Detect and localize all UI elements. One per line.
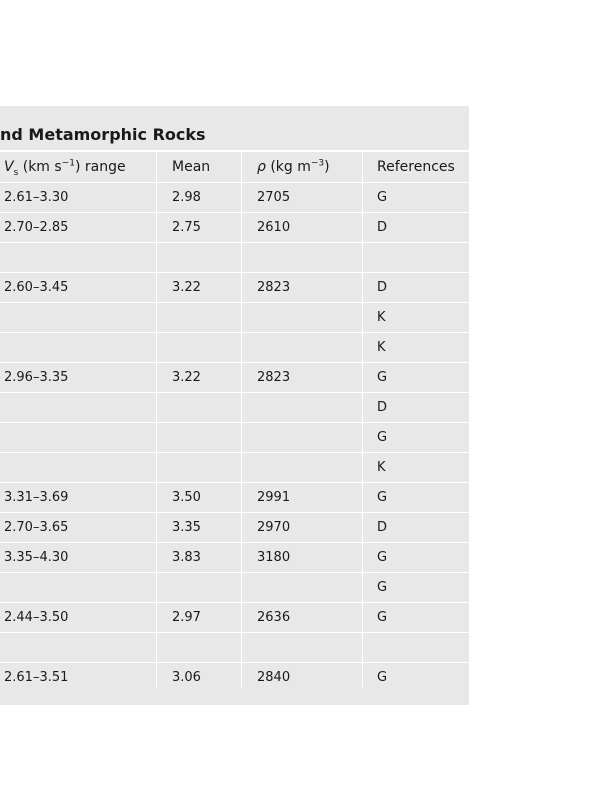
table-row — [0, 332, 469, 362]
cell-density — [241, 303, 362, 332]
cell-vs-range: 2.70–3.65 — [4, 520, 69, 535]
cell-mean: 3.83 — [172, 550, 201, 565]
cell-density — [241, 573, 362, 602]
cell-reference: D — [377, 220, 388, 235]
cell-mean — [156, 633, 241, 662]
cell-mean — [156, 243, 241, 272]
table-title: nd Metamorphic Rocks — [0, 125, 206, 144]
cell-density — [241, 423, 362, 452]
cell-mean: 3.50 — [172, 490, 201, 505]
table-row — [0, 572, 469, 602]
table-row — [0, 662, 469, 692]
cell-vs-range — [0, 333, 156, 362]
cell-vs-range: 3.31–3.69 — [4, 490, 69, 505]
cell-reference: G — [377, 670, 388, 685]
cell-mean — [156, 393, 241, 422]
cell-vs-range: 2.70–2.85 — [4, 220, 69, 235]
cell-mean: 2.75 — [172, 220, 201, 235]
cell-reference: G — [377, 580, 388, 595]
cell-mean — [156, 423, 241, 452]
cell-mean: 3.06 — [172, 670, 201, 685]
cell-reference: K — [377, 340, 386, 355]
cell-mean — [156, 573, 241, 602]
cell-reference: G — [377, 430, 388, 445]
table-body — [0, 183, 469, 692]
cell-density: 3180 — [257, 550, 291, 565]
cell-mean: 3.22 — [172, 370, 201, 385]
rock-properties-table — [0, 106, 469, 705]
table-row — [0, 362, 469, 392]
table-row — [0, 183, 469, 212]
table-row — [0, 212, 469, 242]
cell-vs-range — [0, 453, 156, 482]
cell-vs-range: 2.60–3.45 — [4, 280, 69, 295]
cell-mean — [156, 303, 241, 332]
cell-mean — [156, 333, 241, 362]
cell-density: 2970 — [257, 520, 291, 535]
cell-reference: D — [377, 280, 388, 295]
cell-vs-range — [0, 573, 156, 602]
cell-vs-range: 2.96–3.35 — [4, 370, 69, 385]
cell-reference: D — [377, 400, 388, 415]
header-mean: Mean — [172, 159, 211, 175]
table-row — [0, 422, 469, 452]
table-row — [0, 392, 469, 422]
cell-reference: K — [377, 310, 386, 325]
cell-reference: D — [377, 520, 388, 535]
table-row — [0, 482, 469, 512]
cell-reference — [362, 243, 469, 272]
header-density: ρ (kg $m^{-3}$) — [257, 158, 330, 175]
cell-density: 2823 — [257, 280, 291, 295]
cell-vs-range — [0, 633, 156, 662]
table-row — [0, 242, 469, 272]
header-vs-range: $V_s$ (km $s^{-1}$) range — [4, 158, 126, 178]
cell-density — [241, 333, 362, 362]
cell-mean — [156, 453, 241, 482]
cell-density — [241, 453, 362, 482]
cell-mean: 3.35 — [172, 520, 201, 535]
cell-reference: G — [377, 490, 388, 505]
header-references: References — [377, 159, 455, 175]
cell-reference — [362, 633, 469, 662]
cell-reference: G — [377, 610, 388, 625]
cell-mean: 3.22 — [172, 280, 201, 295]
cell-density — [241, 393, 362, 422]
cell-vs-range: 2.61–3.30 — [4, 190, 69, 205]
cell-density: 2636 — [257, 610, 291, 625]
table-row — [0, 452, 469, 482]
cell-vs-range: 2.44–3.50 — [4, 610, 69, 625]
table-row — [0, 302, 469, 332]
cell-vs-range — [0, 423, 156, 452]
cell-density: 2991 — [257, 490, 291, 505]
cell-vs-range: 2.61–3.51 — [4, 670, 69, 685]
cell-density — [241, 633, 362, 662]
cell-vs-range — [0, 243, 156, 272]
cell-vs-range — [0, 303, 156, 332]
cell-reference: G — [377, 370, 388, 385]
cell-vs-range — [0, 393, 156, 422]
cell-reference: K — [377, 460, 386, 475]
cell-reference: G — [377, 550, 388, 565]
table-row — [0, 512, 469, 542]
cell-mean: 2.98 — [172, 190, 201, 205]
table-row — [0, 602, 469, 632]
cell-density: 2840 — [257, 670, 291, 685]
cell-density — [241, 243, 362, 272]
table-row — [0, 632, 469, 662]
cell-density: 2823 — [257, 370, 291, 385]
table-row — [0, 272, 469, 302]
cell-density: 2610 — [257, 220, 291, 235]
cell-density: 2705 — [257, 190, 291, 205]
cell-mean: 2.97 — [172, 610, 201, 625]
table-header-row — [0, 152, 469, 182]
table-row — [0, 542, 469, 572]
cell-vs-range: 3.35–4.30 — [4, 550, 69, 565]
cell-reference: G — [377, 190, 388, 205]
